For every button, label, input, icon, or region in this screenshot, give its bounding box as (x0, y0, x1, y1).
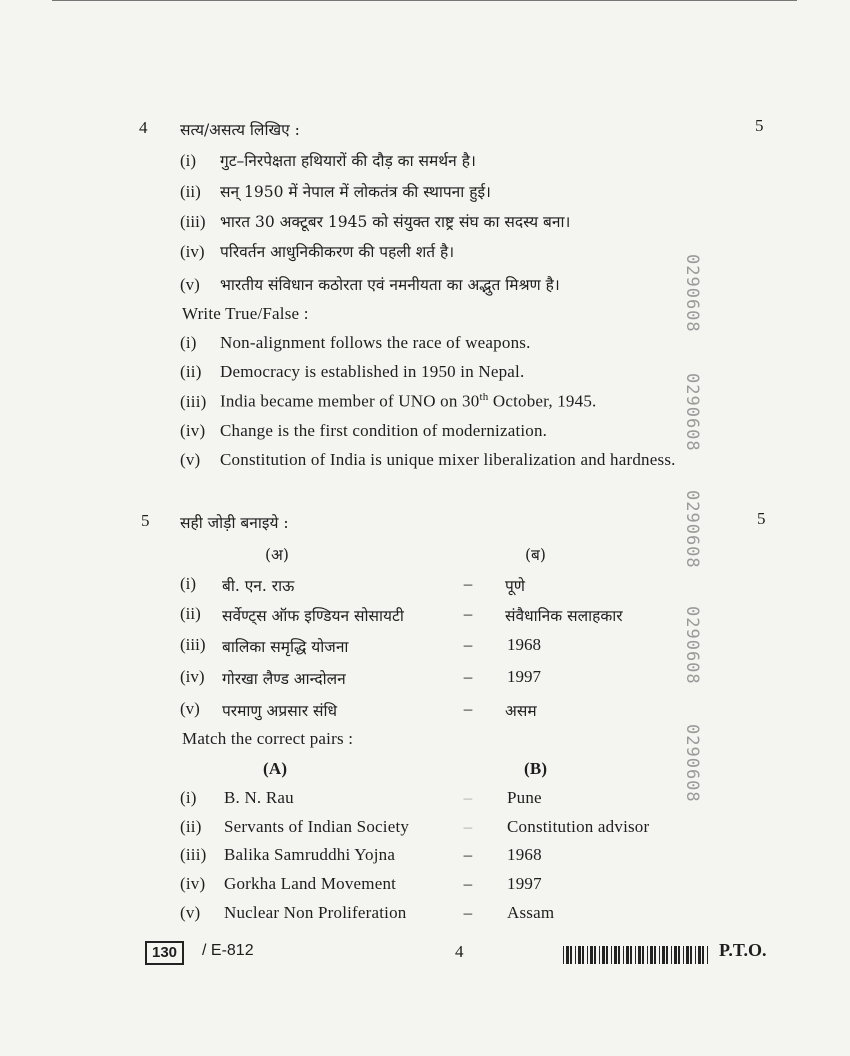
stamp-text: 0290608 (682, 606, 702, 685)
barcode-bar (678, 946, 680, 964)
q4-hindi-item: (iii) भारत 30 अक्टूबर 1945 को संयुक्त राष्ट्र संघ का सदस्य बना। (180, 212, 571, 231)
barcode (563, 946, 708, 964)
barcode-bar (666, 946, 668, 964)
q5-hindi-col-b: (ब) (525, 546, 546, 564)
barcode-bar (698, 946, 701, 964)
barcode-bar (599, 946, 600, 964)
barcode-bar (575, 946, 576, 964)
barcode-bar (587, 946, 588, 964)
barcode-bar (642, 946, 644, 964)
q4-english-item: (iv) Change is the first condition of modernization. (180, 421, 548, 440)
barcode-bar (590, 946, 593, 964)
barcode-bar (623, 946, 624, 964)
barcode-bar (647, 946, 648, 964)
barcode-bar (686, 946, 689, 964)
q4-english-item: (iii) India became member of UNO on 30th October, 1945. (180, 391, 597, 411)
barcode-bar (659, 946, 660, 964)
q5-marks: 5 (757, 509, 766, 528)
q4-hindi-item: (ii) सन् 1950 में नेपाल में लोकतंत्र की स्थापना हुई। (180, 182, 491, 201)
q4-number: 4 (139, 118, 148, 137)
q5-hindi-heading: सही जोड़ी बनाइये : (180, 514, 289, 532)
stamp-text: 0290608 (682, 373, 702, 452)
barcode-bar (570, 946, 572, 964)
q4-english-heading: Write True/False : (182, 304, 309, 323)
barcode-bar (626, 946, 629, 964)
barcode-bar (674, 946, 677, 964)
barcode-bar (606, 946, 608, 964)
barcode-bar (702, 946, 704, 964)
footer-pto: P.T.O. (719, 940, 767, 960)
barcode-bar (683, 946, 684, 964)
stamp-text: 0290608 (682, 490, 702, 569)
q4-hindi-item: (i) गुट–निरपेक्षता हथियारों की दौड़ का समर्थन है। (180, 151, 476, 170)
barcode-bar (690, 946, 692, 964)
barcode-bar (611, 946, 612, 964)
barcode-bar (638, 946, 641, 964)
barcode-bar (594, 946, 596, 964)
stamp-text: 0290608 (682, 724, 702, 803)
barcode-bar (582, 946, 584, 964)
barcode-bar (707, 946, 708, 964)
barcode-bar (695, 946, 696, 964)
barcode-bar (578, 946, 581, 964)
barcode-bar (563, 946, 564, 964)
q4-hindi-item: (v) भारतीय संविधान कठोरता एवं नमनीयता का अद्भुत मिश्रण है। (180, 275, 560, 294)
barcode-bar (618, 946, 620, 964)
q4-english-item: (i) Non-alignment follows the race of weapons. (180, 333, 531, 352)
footer-code: / E-812 (202, 942, 254, 959)
barcode-bar (630, 946, 632, 964)
q5-english-heading: Match the correct pairs : (182, 729, 354, 748)
barcode-bar (614, 946, 617, 964)
q5-english-col-a: (A) (263, 759, 288, 778)
q4-hindi-item: (iv) परिवर्तन आधुनिकीकरण की पहली शर्त है। (180, 242, 455, 261)
barcode-bar (602, 946, 605, 964)
footer-box-number: 130 (145, 941, 184, 965)
barcode-bar (635, 946, 636, 964)
stamp-text: 0290608 (682, 254, 702, 333)
barcode-bar (566, 946, 569, 964)
footer-page-number: 4 (455, 942, 464, 961)
q5-english-col-b: (B) (524, 759, 548, 778)
q4-english-item: (v) Constitution of India is unique mixer liberalization and hardness. (180, 450, 676, 469)
q4-hindi-heading: सत्य/असत्य लिखिए : (180, 121, 300, 139)
barcode-bar (671, 946, 672, 964)
q4-marks: 5 (755, 116, 764, 135)
q4-english-item: (ii) Democracy is established in 1950 in Nepal. (180, 362, 525, 381)
barcode-bar (662, 946, 665, 964)
q5-number: 5 (141, 511, 150, 530)
top-rule (52, 0, 797, 1)
barcode-bar (654, 946, 656, 964)
q5-hindi-col-a: (अ) (265, 546, 289, 564)
barcode-bar (650, 946, 653, 964)
